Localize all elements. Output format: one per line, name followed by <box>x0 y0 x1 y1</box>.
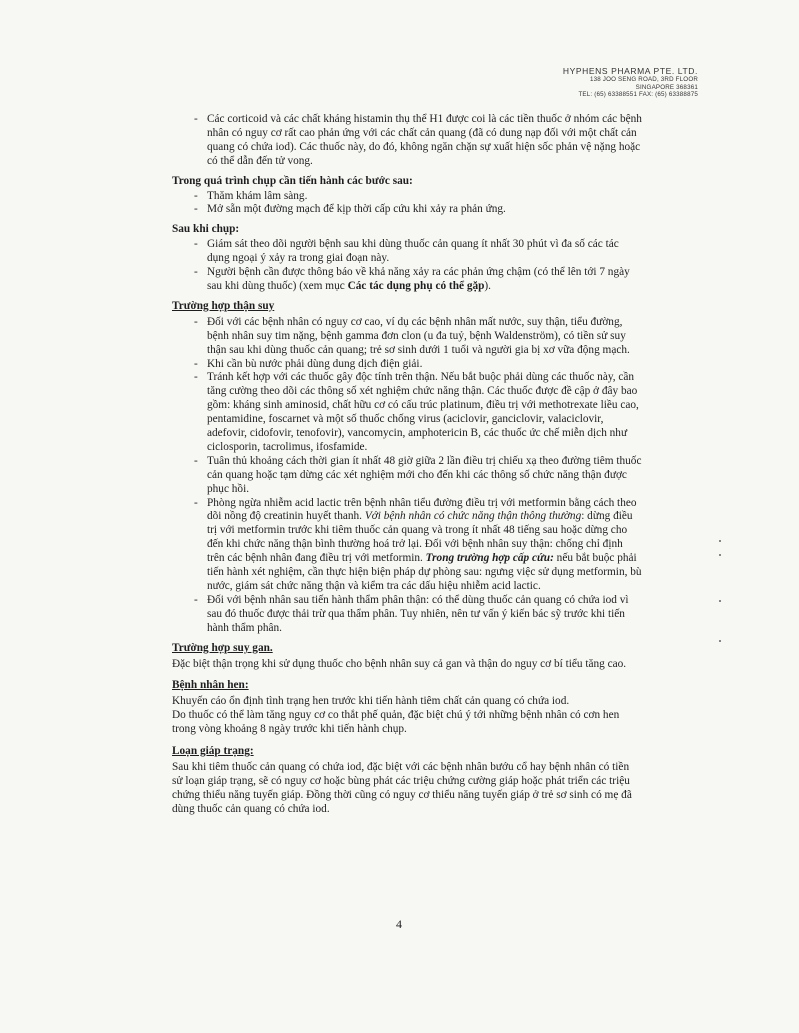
list-item: - Thăm khám lâm sàng. <box>172 190 642 204</box>
metformin-text-e: nếu bắt buộc phải tiến hành xét nghiệm, cần thực hiện biện pháp dự phòng sau: ngưng việc sử dụng metformin, bù nước, giám sát chức năng thận và kiểm tra các dấu hiệu nhiễm acid lactic. <box>207 552 642 592</box>
section-title-asthma: Bệnh nhân hen: <box>172 679 249 692</box>
list-item: - Tuân thủ khoảng cách thời gian ít nhất 48 giờ giữa 2 lần điều trị chiếu xạ theo đường tiêm thuốc cản quang hoặc tạm dừng các xét nghiệm mới cho đến khi các thông số chức năng thận được phục hồi. <box>172 455 642 497</box>
metformin-text-c: : dừng điều trị với metformin trước khi tiêm thuốc cản quang và trong ít nhất 48 tiếng sau hoặc dừng cho đến khi chức năng thận bình thường hoá trở lại. Đối với bệnh nhân suy thận: chống chỉ định trên các bệnh nhân đang điều trị với metformin. <box>207 510 633 565</box>
document-body <box>172 113 642 825</box>
section-title-after: Sau khi chụp: <box>172 223 240 236</box>
list-item: - Giám sát theo dõi người bệnh sau khi dùng thuốc cản quang ít nhất 30 phút vì đa số các tác dụng ngoại ý xảy ra trong giai đoạn này. <box>172 238 642 266</box>
liver-paragraph: Đặc biệt thận trọng khi sử dụng thuốc cho bệnh nhân suy cả gan và thận do nguy cơ bí tiểu tăng cao. <box>172 657 627 670</box>
list-item: - Đối với các bệnh nhân có nguy cơ cao, ví dụ các bệnh nhân mất nước, suy thận, tiểu đường, bệnh nhân suy tim nặng, bệnh gamma đơn clon (u đa tuỷ, bệnh Waldenström), có tiền sử suy thận sau khi dùng thuốc cản quang; trẻ sơ sinh dưới 1 tuổi và người gia bị xơ vữa động mạch. <box>172 316 642 358</box>
company-address-line2: SINGAPORE 368361 <box>635 83 698 91</box>
section-title-renal: Trường hợp thận suy <box>172 299 275 312</box>
after-item2-text: Người bệnh cần được thông báo về khả năng xảy ra các phản ứng chậm (có thể lên tới 7 ngày sau khi dùng thuốc) (xem mục <box>207 266 630 292</box>
asthma-paragraph <box>172 695 642 737</box>
list-item: - Khi cần bù nước phải dùng dung dịch điện giải. <box>172 358 642 372</box>
list-item <box>172 497 642 594</box>
list-item: - Tránh kết hợp với các thuốc gây độc tính trên thận. Nếu bắt buộc phải dùng các thuốc này, cần tăng cường theo dõi các thông số xét nghiệm chức năng thận. Các thuốc được đề cập ở đây bao gồm: kháng sinh aminosid, chất hữu cơ có cấu trúc platinum, điều trị với methotrexate liều cao, pentamidine, foscarnet và một số thuốc chống virus (aciclovir, ganciclovir, valaciclovir, adefovir, cidofovir, tenofovir), vancomycin, amphotericin B, các thuốc ức chế miễn dịch như ciclosporin, tacrolimus, ifosfamide. <box>172 371 642 454</box>
asthma-line1: Khuyến cáo ổn định tình trạng hen trước khi tiến hành tiêm chất cản quang có chứa iod. <box>172 695 570 708</box>
company-header <box>518 66 698 99</box>
page-number: 4 <box>396 917 402 931</box>
scan-marks <box>717 540 725 660</box>
after-item2-bold: Các tác dụng phụ có thể gặp <box>347 279 485 292</box>
after-list <box>172 238 642 294</box>
list-item: - Các corticoid và các chất kháng histamin thụ thể H1 được coi là các tiền thuốc ở nhóm các bệnh nhân có nguy cơ rất cao phản ứng với các chất cản quang (đã có dung nạp đối với một chất cản quang có chứa iod). Các thuốc này, do đó, không ngăn chặn sự xuất hiện sốc phản vệ nặng hoặc có thể dẫn đến tử vong. <box>172 113 642 169</box>
during-list <box>172 190 642 218</box>
list-item <box>172 266 642 294</box>
company-address-line1: 138 JOO SENG ROAD, 3RD FLOOR <box>589 76 698 83</box>
metformin-text-a: Phòng ngừa nhiễm acid lactic trên bệnh nhân tiểu đường điều trị với metformin bằng cách theo dõi nồng độ creatinin huyết thanh. <box>207 496 637 523</box>
list-item: - Đối với bệnh nhân sau tiến hành thẩm phân thận: có thể dùng thuốc cản quang có chứa iod vì sau đó thuốc được thải trừ qua thẩm phân. Tuy nhiên, nên tư vấn ý kiến bác sỹ trước khi tiến hành thẩm phân. <box>172 594 642 636</box>
company-contact: TEL: (65) 63388551 FAX: (65) 63388875 <box>578 91 698 99</box>
intro-list <box>172 113 642 169</box>
asthma-line2: Do thuốc có thể làm tăng nguy cơ co thắt phế quản, đặc biệt chú ý tới những bệnh nhân có cơn hen trong vòng khoảng 8 ngày trước khi tiến hành chụp. <box>172 709 620 736</box>
renal-list <box>172 316 642 636</box>
company-name: HYPHENS PHARMA PTE. LTD. <box>562 66 698 76</box>
section-title-during: Trong quá trình chụp cần tiến hành các bước sau: <box>172 174 413 187</box>
thyroid-paragraph: Sau khi tiêm thuốc cản quang có chứa iod, đặc biệt với các bệnh nhân bướu cổ hay bệnh nhân có tiền sử loạn giáp trạng, sẽ có nguy cơ hoặc bùng phát các triệu chứng cường giáp hoặc phát triển các triệu chứng thiểu năng tuyến giáp. Đồng thời cũng có nguy cơ thiểu năng tuyến giáp ở trẻ sơ sinh có mẹ đã dùng thuốc cản quang có chứa iod. <box>172 760 632 815</box>
section-title-thyroid: Loạn giáp trạng: <box>172 745 254 758</box>
metformin-text-b: Với bệnh nhân có chức năng thận thông thường <box>364 510 582 523</box>
list-item: - Mở sẵn một đường mạch để kịp thời cấp cứu khi xảy ra phản ứng. <box>172 203 642 217</box>
section-title-liver: Trường hợp suy gan. <box>172 641 273 654</box>
metformin-text-d: Trong trường hợp cấp cứu: <box>425 552 554 565</box>
after-item2-end: ). <box>484 279 491 292</box>
